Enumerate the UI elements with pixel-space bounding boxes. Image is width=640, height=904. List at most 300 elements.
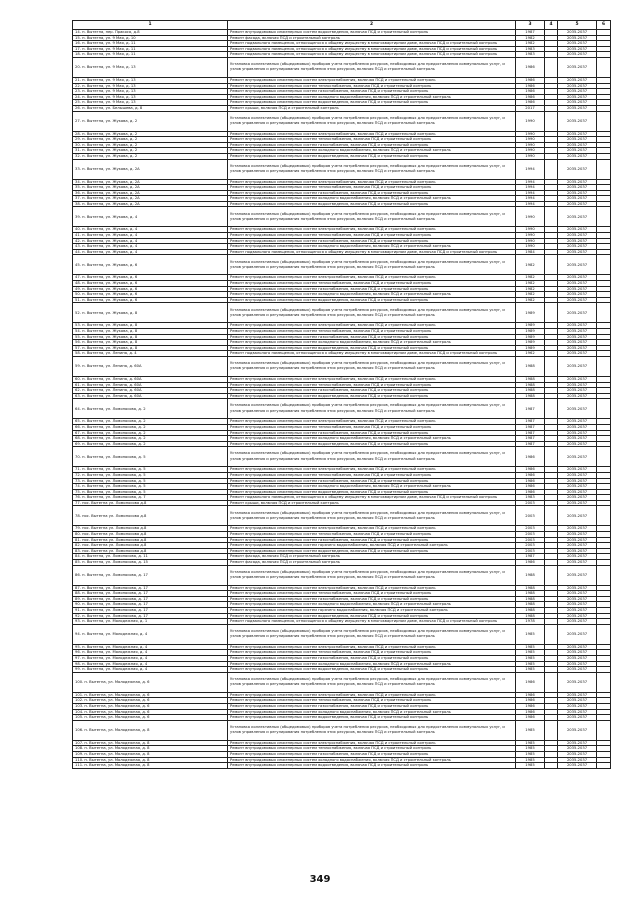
work-type-cell: Ремонт внутридомовых инженерных систем электроснабжения, включая ПСД и строительный контроль [228, 467, 516, 473]
work-type-cell: Ремонт внутридомовых инженерных систем холодного водоснабжения, включая ПСД и строительный контроль [228, 436, 516, 442]
period-cell: 2035-2037 [558, 249, 597, 255]
address-text: п. Вытегна, ул. Молодежная, д. 8 [84, 763, 150, 768]
build-year-cell: 1987 [516, 430, 545, 436]
row-number: 97 [75, 655, 80, 660]
work-type-cell: Ремонт внутридомовых инженерных систем электроснабжения, включая ПСД и строительный контроль [228, 131, 516, 137]
period-cell: 2035-2037 [558, 351, 597, 357]
row-number: 75 [75, 489, 80, 494]
address-cell [73, 720, 228, 740]
row-number-separator: . [79, 196, 83, 201]
period-cell: 2035-2037 [558, 692, 597, 698]
address-cell [73, 447, 228, 467]
period-cell: 2035-2037 [558, 751, 597, 757]
build-year-cell: 1986 [516, 672, 545, 692]
address-text: п. Вытегна, ул. Жукова, д. 2А [82, 201, 140, 206]
address-cell [73, 159, 228, 179]
row-number: 72 [75, 472, 80, 477]
work-type-cell: Ремонт крыши, включая ПСД и строительный контроль [228, 500, 516, 506]
row-number: 88 [75, 591, 80, 596]
work-type-cell: Установка коллективных (общедомовых) приборов учета потребления ресурсов, необходимых для предоставления коммунальных услуг, и узлов управления и регулирования потребления этих ресурсов, включая ПСД и строительный контроль [228, 720, 516, 740]
period-cell: 2035-2037 [558, 297, 597, 303]
build-year-cell: 1962 [516, 351, 545, 357]
work-type-cell: Ремонт фасада, включая ПСД и строительный контроль [228, 554, 516, 560]
row-number-separator: . [79, 424, 83, 429]
row-number: 90 [75, 602, 80, 607]
build-year-cell: 1994 [516, 159, 545, 179]
row-number: 85 [75, 560, 80, 565]
row-number: 29 [75, 137, 80, 142]
period-cell: 2035-2037 [558, 500, 597, 506]
work-type-cell: Ремонт внутридомовых инженерных систем газоснабжения, включая ПСД и строительный контроль [228, 703, 516, 709]
work-type-cell: Ремонт внутридомовых инженерных систем газоснабжения, включая ПСД и строительный контроль [228, 655, 516, 661]
address-text: п. Вытегна, ул. Ломоносова, д. 5 [82, 484, 146, 489]
period-cell: 2035-2037 [558, 548, 597, 554]
address-text: п. Вытегна, ул. Молодежная, д. 4 [82, 661, 148, 666]
build-year-cell: 1990 [516, 137, 545, 143]
table-row [73, 506, 611, 526]
build-year-cell: 1982 [516, 286, 545, 292]
period-cell: 2035-2037 [558, 419, 597, 425]
row-number: 96 [75, 650, 80, 655]
period-cell: 2035-2037 [558, 602, 597, 608]
row-number-separator: . [79, 543, 83, 548]
address-text: п. Вытегна, ул. Молодежная, д. 6 [84, 709, 150, 714]
work-type-cell: Ремонт внутридомовых инженерных систем электроснабжения, включая ПСД и строительный контроль [228, 275, 516, 281]
row-number-separator: . [79, 608, 83, 612]
build-year-cell: 1989 [516, 334, 545, 340]
period-cell: 2035-2037 [558, 698, 597, 704]
period-cell: 2035-2037 [558, 35, 597, 41]
row-number-separator: . [79, 388, 83, 393]
row-number: 79 [75, 526, 80, 531]
row-number: 52 [75, 310, 80, 315]
blank-cell [545, 720, 558, 740]
period-cell: 2035-2037 [558, 153, 597, 159]
address-text: п. Вытегна, ул. Молодежная, д. 4 [82, 644, 148, 649]
period-cell: 2035-2037 [558, 506, 597, 526]
row-number: 45 [75, 262, 80, 267]
build-year-cell: 1990 [516, 111, 545, 131]
build-year-cell: 2003 [516, 543, 545, 549]
work-type-cell: Ремонт внутридомовых инженерных систем холодного водоснабжения, включая ПСД и строительный контроль [228, 196, 516, 202]
period-cell: 2035-2037 [558, 619, 597, 625]
build-year-cell: 1988 [516, 613, 545, 619]
row-number-separator: . [79, 532, 83, 537]
row-number-separator: . [79, 166, 83, 171]
period-cell: 2035-2037 [558, 554, 597, 560]
row-number: 34 [75, 179, 80, 184]
row-number: 61 [75, 382, 80, 387]
build-year-cell: 1988 [516, 591, 545, 597]
address-text: п. Вытегна, ул. Жукова, д. 8 [82, 345, 138, 350]
address-text: п. Вытегна, ул. Молодежная, д. 1 [82, 619, 148, 624]
period-cell: 2035-2037 [558, 196, 597, 202]
period-cell: 2035-2037 [558, 244, 597, 250]
address-text: п. Вытегна, ул. Жукова, д. 6 [82, 286, 138, 291]
address-text: п. Вытегна, ул. Жукова, д. 8 [82, 323, 138, 328]
address-text: п. Вытегна, ул. 9 Мая, д. 11 [82, 46, 136, 51]
work-type-cell: Ремонт внутридомовых инженерных систем холодного водоснабжения, включая ПСД и строительный контроль [228, 661, 516, 667]
row-number: 91 [75, 608, 80, 612]
build-year-cell: 1987 [516, 424, 545, 430]
row-number: 67 [75, 430, 80, 435]
row-number-separator: . [79, 340, 83, 345]
blank-cell [597, 565, 611, 585]
row-number-separator: . [79, 661, 83, 666]
period-cell: 2035-2037 [558, 715, 597, 721]
row-number-separator: . [79, 526, 83, 531]
build-year-cell: 1985 [516, 740, 545, 746]
row-number-separator: . [82, 715, 85, 720]
blank-cell [597, 624, 611, 644]
row-number: 109 [75, 751, 83, 756]
table-row [73, 159, 611, 179]
address-text: п. Вытегна, ул. Ломоносова, д. 5 [82, 472, 146, 477]
register-sheet [72, 20, 606, 769]
work-type-cell: Ремонт внутридомовых инженерных систем электроснабжения, включая ПСД и строительный контроль [228, 419, 516, 425]
period-cell: 2035-2037 [558, 100, 597, 106]
address-text: п. Вытегна, ул. Жукова, д. 2А [82, 185, 140, 190]
row-number: 22 [75, 83, 80, 88]
address-cell [73, 111, 228, 131]
build-year-cell: 2017 [516, 105, 545, 111]
row-number-separator: . [79, 419, 83, 424]
work-type-cell: Ремонт внутридомовых инженерных систем теплоснабжения, включая ПСД и строительный контроль [228, 424, 516, 430]
address-text: п. Вытегна, ул. Молодежная, д. 4 [82, 650, 148, 655]
build-year-cell: 1987 [516, 399, 545, 419]
work-type-cell: Ремонт внутридомовых инженерных систем теплоснабжения, включая ПСД и строительный контроль [228, 591, 516, 597]
build-year-cell: 1990 [516, 148, 545, 154]
blank-cell [545, 672, 558, 692]
work-type-cell: Ремонт подвального помещения, относящегося к общему имуществу в многоквартирном доме, включая ПСД и строительный контроль [228, 41, 516, 47]
row-number: 104 [75, 709, 83, 714]
address-text: п. Вытегна, ул. 9 Мая, д. 11 [82, 41, 136, 46]
period-cell: 2035-2037 [558, 532, 597, 538]
column-header: 3 [516, 21, 545, 30]
period-cell: 2035-2037 [558, 57, 597, 77]
address-text: п. Вытегна, ул. Ленина, д. 60А [82, 382, 142, 387]
address-text: п. Вытегна, ул. Жукова, д. 8 [82, 340, 138, 345]
address-text: п. Вытегна, ул. Ломоносова, д. 17 [82, 572, 148, 577]
row-number: 107 [75, 740, 83, 745]
row-number: 60 [75, 376, 80, 381]
period-cell: 2035-2037 [558, 430, 597, 436]
address-text: п. Вытегна, ул. Молодежная, д. 8 [84, 740, 150, 745]
blank-cell [545, 57, 558, 77]
build-year-cell: 1985 [516, 746, 545, 752]
build-year-cell: 1990 [516, 238, 545, 244]
period-cell: 2035-2037 [558, 382, 597, 388]
build-year-cell: 2003 [516, 548, 545, 554]
period-cell: 2035-2037 [558, 472, 597, 478]
row-number: 103 [75, 703, 83, 708]
row-number: 62 [75, 388, 80, 393]
row-number-separator: . [79, 83, 83, 88]
address-text: п. Вытегна, ул. Ленина, д. 60А [82, 393, 142, 398]
row-number-separator: . [79, 118, 83, 123]
work-type-cell: Установка коллективных (общедомовых) приборов учета потребления ресурсов, необходимых для предоставления коммунальных услуг, и узлов управления и регулирования потребления этих ресурсов, включая ПСД и строительный контроль [228, 159, 516, 179]
blank-cell [597, 447, 611, 467]
period-cell: 2035-2037 [558, 329, 597, 335]
period-cell: 2035-2037 [558, 650, 597, 656]
period-cell: 2035-2037 [558, 148, 597, 154]
address-text: п. Вытегна, ул. Молодежная, д. 6 [84, 703, 150, 708]
row-number-separator: . [79, 478, 83, 483]
row-number-separator: . [79, 548, 83, 553]
period-cell: 2035-2037 [558, 661, 597, 667]
row-number: 39 [75, 214, 80, 219]
address-text: п. Вытегна, ул. Жукова, д. 6 [82, 297, 138, 302]
period-cell: 2035-2037 [558, 292, 597, 298]
address-text: п. Вытегна, ул. Жукова, д. 2А [82, 166, 140, 171]
blank-cell [597, 399, 611, 419]
row-number-separator: . [79, 631, 83, 636]
period-cell: 2035-2037 [558, 83, 597, 89]
address-cell [73, 672, 228, 692]
row-number-separator: . [82, 679, 85, 684]
build-year-cell: 1986 [516, 447, 545, 467]
work-type-cell: Ремонт внутридомовых инженерных систем электроснабжения, включая ПСД и строительный контроль [228, 179, 516, 185]
work-type-cell: Ремонт внутридомовых инженерных систем газоснабжения, включая ПСД и строительный контроль [228, 89, 516, 95]
period-cell: 2035-2037 [558, 763, 597, 769]
address-text: п. Вытегна, ул. 9 Мая, д. 13 [82, 83, 136, 88]
work-type-cell: Установка коллективных (общедомовых) приборов учета потребления ресурсов, необходимых для предоставления коммунальных услуг, и узлов управления и регулирования потребления этих ресурсов, включая ПСД и строительный контроль [228, 672, 516, 692]
build-year-cell: 1982 [516, 297, 545, 303]
row-number: 47 [75, 275, 80, 280]
row-number-separator: . [79, 655, 83, 660]
period-cell: 2035-2037 [558, 644, 597, 650]
row-number: 78 [75, 513, 80, 518]
build-year-cell: 1989 [516, 345, 545, 351]
period-cell: 2035-2037 [558, 489, 597, 495]
period-cell: 2035-2037 [558, 655, 597, 661]
work-type-cell: Ремонт подвального помещения, относящегося к общему имуществу в многоквартирном доме, включая ПСД и строительный контроль [228, 52, 516, 58]
row-number-separator: . [79, 142, 83, 147]
address-text: пос. Вытегна ул. Ломоносова д.8 [82, 537, 147, 542]
build-year-cell: 1986 [516, 478, 545, 484]
blank-cell [597, 159, 611, 179]
row-number-separator: . [79, 436, 83, 441]
row-number: 106 [75, 727, 83, 732]
table-header-row [73, 21, 611, 30]
row-number: 56 [75, 340, 80, 345]
period-cell: 2035-2037 [558, 131, 597, 137]
blank-cell [545, 356, 558, 376]
address-text: п. Вытегна, ул. Молодежная, д. 6 [84, 679, 150, 684]
row-number: 70 [75, 454, 80, 459]
address-text: п. Вытегна, ул. Ленина, д. 60А [82, 388, 142, 393]
work-type-cell: Установка коллективных (общедомовых) приборов учета потребления ресурсов, необходимых для предоставления коммунальных услуг, и узлов управления и регулирования потребления этих ресурсов, включая ПСД и строительный контроль [228, 255, 516, 275]
row-number: 105 [75, 715, 83, 720]
period-cell: 2035-2037 [558, 201, 597, 207]
address-text: п. Вытегна, ул. Молодежная, д. 6 [84, 698, 150, 703]
work-type-cell: Ремонт внутридомовых инженерных систем холодного водоснабжения, включая ПСД и строительный контроль [228, 94, 516, 100]
row-number: 38 [75, 201, 80, 206]
address-text: п. Вытегна, ул. Ленина, д. 60А [82, 364, 142, 369]
address-text: п. Вытегна, ул. Молодежная, д. 8 [84, 727, 150, 732]
row-number: 18 [75, 52, 80, 57]
build-year-cell: 1986 [516, 100, 545, 106]
table-row [73, 565, 611, 585]
table-body [73, 30, 611, 769]
row-number-separator: . [79, 30, 83, 34]
work-type-cell: Ремонт внутридомовых инженерных систем электроснабжения, включая ПСД и строительный контроль [228, 644, 516, 650]
build-year-cell: 1994 [516, 185, 545, 191]
period-cell: 2035-2037 [558, 207, 597, 227]
work-type-cell: Ремонт внутридомовых инженерных систем теплоснабжения, включая ПСД и строительный контроль [228, 281, 516, 287]
address-text: п. Вытегна, ул. Ломоносова, д. 7 [82, 495, 146, 500]
row-number-separator: . [79, 323, 83, 328]
table-row [73, 207, 611, 227]
work-type-cell: Ремонт внутридомовых инженерных систем водоотведения, включая ПСД и строительный контроль [228, 100, 516, 106]
row-number: 32 [75, 153, 80, 158]
address-text: п. Вытегна, ул. Жукова, д. 2 [82, 131, 138, 136]
row-number-separator: . [79, 286, 83, 291]
period-cell: 2035-2037 [558, 441, 597, 447]
work-type-cell: Ремонт внутридомовых инженерных систем водоотведения, включая ПСД и строительный контроль [228, 763, 516, 769]
row-number-separator: . [82, 751, 85, 756]
address-cell [73, 57, 228, 77]
period-cell: 2035-2037 [558, 281, 597, 287]
row-number-separator: . [79, 35, 83, 40]
period-cell: 2035-2037 [558, 323, 597, 329]
address-text: п. Вытегна, ул. Молодежная, д. 8 [84, 751, 150, 756]
period-cell: 2035-2037 [558, 591, 597, 597]
period-cell: 2035-2037 [558, 543, 597, 549]
row-number-separator: . [79, 41, 83, 46]
build-year-cell: 1986 [516, 94, 545, 100]
address-text: п. Вытегна, ул. Жукова, д. 6 [82, 281, 138, 286]
build-year-cell: 2003 [516, 500, 545, 506]
work-type-cell: Ремонт внутридомовых инженерных систем холодного водоснабжения, включая ПСД и строительный контроль [228, 340, 516, 346]
row-number: 54 [75, 329, 80, 333]
address-text: п. Вытегна, ул. Ломоносова, д. 17 [82, 596, 148, 601]
work-type-cell: Ремонт внутридомовых инженерных систем водоотведения, включая ПСД и строительный контроль [228, 489, 516, 495]
work-type-cell: Ремонт внутридомовых инженерных систем холодного водоснабжения, включая ПСД и строительный контроль [228, 602, 516, 608]
address-text: п. Вытегна, ул. Жукова, д. 4 [82, 233, 138, 238]
row-number-separator: . [79, 537, 83, 542]
work-type-cell: Ремонт крыши, включая ПСД и строительный контроль [228, 105, 516, 111]
address-text: п. Вытегна, ул. Ломоносова, д. 17 [82, 613, 148, 618]
row-number-separator: . [79, 65, 83, 70]
build-year-cell: 1985 [516, 751, 545, 757]
work-type-cell: Ремонт внутридомовых инженерных систем теплоснабжения, включая ПСД и строительный контроль [228, 185, 516, 191]
address-text: пос. Вытегна ул. Ломоносова д.8 [82, 500, 147, 505]
period-cell: 2035-2037 [558, 388, 597, 394]
period-cell: 2035-2037 [558, 111, 597, 131]
row-number: 84 [75, 554, 80, 559]
work-type-cell: Ремонт подвального помещения, относящегося к общему имуществу в многоквартирном доме, включая ПСД и строительный контроль [228, 46, 516, 52]
address-text: п. Вытегна, ул. Жукова, д. 8 [82, 334, 138, 339]
work-type-cell: Ремонт внутридомовых инженерных систем газоснабжения, включая ПСД и строительный контроль [228, 142, 516, 148]
row-number: 58 [75, 351, 80, 356]
period-cell: 2035-2037 [558, 303, 597, 323]
address-text: п. Вытегна, ул. Ломоносова, д. 5 [82, 467, 146, 472]
period-cell: 2035-2037 [558, 720, 597, 740]
row-number: 36 [75, 190, 80, 195]
period-cell: 2035-2037 [558, 30, 597, 36]
row-number: 66 [75, 424, 80, 429]
row-number-separator: . [82, 692, 85, 697]
row-number: 55 [75, 334, 80, 339]
period-cell: 2035-2037 [558, 179, 597, 185]
period-cell: 2035-2037 [558, 52, 597, 58]
address-cell [73, 356, 228, 376]
address-cell [73, 303, 228, 323]
period-cell: 2035-2037 [558, 495, 597, 501]
column-header: 6 [597, 21, 611, 30]
blank-cell [597, 57, 611, 77]
address-cell [73, 506, 228, 526]
table-row [73, 720, 611, 740]
row-number: 51 [75, 297, 80, 302]
address-text: п. Вытегна, ул. Жукова, д. 2 [82, 153, 138, 158]
address-text: п. Вытегна, ул. Молодежная, д. 4 [82, 655, 148, 660]
build-year-cell: 1986 [516, 57, 545, 77]
address-text: п. Вытегна, ул. Молодежная, д. 4 [82, 667, 148, 672]
build-year-cell: 1990 [516, 142, 545, 148]
row-number: 21 [75, 77, 80, 82]
build-year-cell: 2003 [516, 537, 545, 543]
row-number-separator: . [82, 709, 85, 714]
period-cell: 2035-2037 [558, 667, 597, 673]
row-number: 63 [75, 393, 80, 398]
build-year-cell: 1988 [516, 608, 545, 614]
address-text: п. Вытегна, ул. Жукова, д. 4 [82, 227, 138, 232]
build-year-cell: 1985 [516, 650, 545, 656]
column-header: 5 [558, 21, 597, 30]
address-text: п. Вытегна, ул. Жукова, д. 6 [82, 262, 138, 267]
address-text: п. Вытегна, ул. Ломоносова, д. 2 [82, 424, 146, 429]
build-year-cell: 1989 [516, 340, 545, 346]
row-number-separator: . [79, 667, 83, 672]
build-year-cell: 1990 [516, 153, 545, 159]
row-number-separator: . [79, 262, 83, 267]
row-number-separator: . [79, 591, 83, 596]
work-type-cell: Ремонт внутридомовых инженерных систем электроснабжения, включая ПСД и строительный контроль [228, 740, 516, 746]
work-type-cell: Ремонт внутридомовых инженерных систем холодного водоснабжения, включая ПСД и строительный контроль [228, 709, 516, 715]
blank-cell [545, 506, 558, 526]
address-text: п. Вытегна, ул. Молодежная, д. 8 [84, 757, 150, 762]
build-year-cell: 1978 [516, 619, 545, 625]
work-type-cell: Ремонт внутридомовых инженерных систем холодного водоснабжения, включая ПСД и строительный контроль [228, 292, 516, 298]
work-type-cell: Установка коллективных (общедомовых) приборов учета потребления ресурсов, необходимых для предоставления коммунальных услуг, и узлов управления и регулирования потребления этих ресурсов, включая ПСД и строительный контроль [228, 356, 516, 376]
address-text: п. Вытегна, пер. Пракоса, д.8 [82, 30, 140, 34]
address-text: п. Вытегна, ул. 9 Мая, д. 10 [82, 35, 136, 40]
period-cell: 2035-2037 [558, 672, 597, 692]
row-number-separator: . [79, 46, 83, 51]
row-number-separator: . [79, 334, 83, 339]
row-number-separator: . [79, 310, 83, 315]
address-text: п. Вытегна, ул. Жукова, д. 2 [82, 142, 138, 147]
period-cell: 2035-2037 [558, 94, 597, 100]
work-type-cell: Ремонт внутридомовых инженерных систем электроснабжения, включая ПСД и строительный контроль [228, 376, 516, 382]
work-type-cell: Ремонт внутридомовых инженерных систем электроснабжения, включая ПСД и строительный контроль [228, 585, 516, 591]
work-type-cell: Установка коллективных (общедомовых) приборов учета потребления ресурсов, необходимых для предоставления коммунальных услуг, и узлов управления и регулирования потребления этих ресурсов, включая ПСД и строительный контроль [228, 399, 516, 419]
row-number: 76 [75, 495, 80, 500]
address-text: пос. Вытегна ул. Ломоносова д.8 [82, 532, 147, 537]
row-number: 100 [75, 679, 83, 684]
build-year-cell: 1982 [516, 292, 545, 298]
build-year-cell: 1988 [516, 602, 545, 608]
build-year-cell: 1990 [516, 207, 545, 227]
build-year-cell: 1985 [516, 655, 545, 661]
column-header: 1 [73, 21, 228, 30]
address-text: п. Вытегна, ул. Ломоносова, д. 5 [82, 489, 146, 494]
table-row [73, 303, 611, 323]
address-text: п. Вытегна, ул. Жукова, д. 2 [82, 148, 138, 153]
work-type-cell: Ремонт внутридомовых инженерных систем электроснабжения, включая ПСД и строительный контроль [228, 692, 516, 698]
